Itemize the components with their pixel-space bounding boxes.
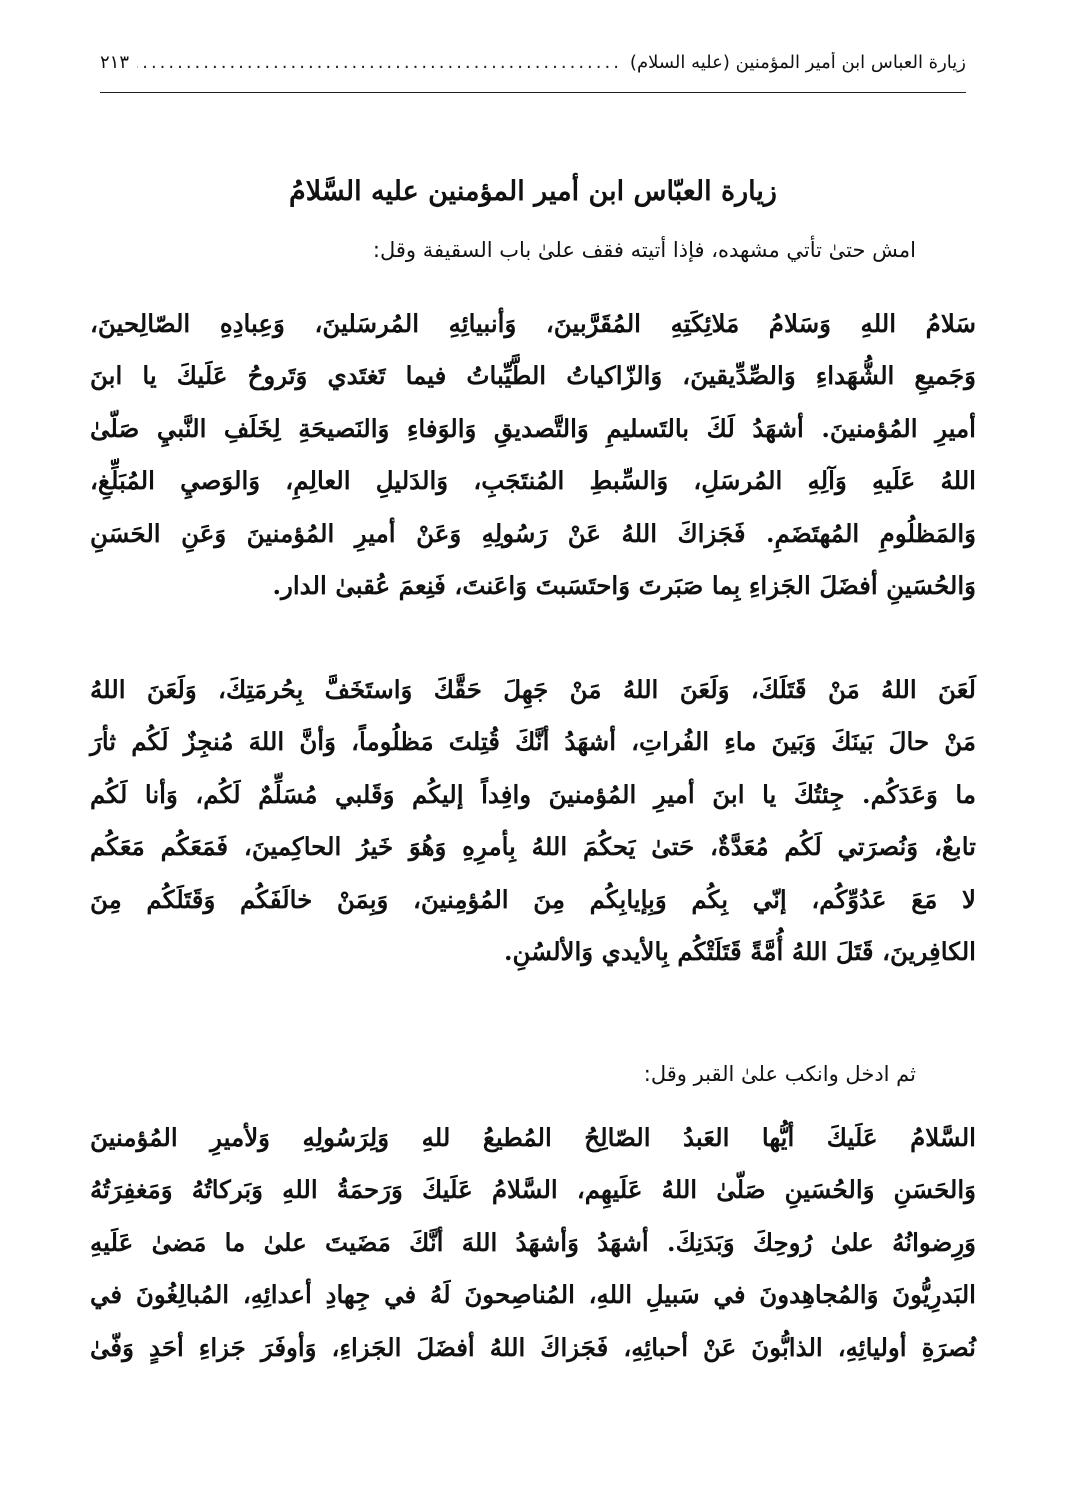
paragraph-salutation bbox=[90, 298, 976, 612]
text-line: الكافِرينَ، قَتَلَ اللهُ أُمَّةً قَتَلَتْكُم بِالأيدي وَالألسُنِ. bbox=[504, 936, 976, 966]
text-line: وَالحُسَينِ أفضَلَ الجَزاءِ بِما صَبَرتَ وَاحتَسَبتَ وَاعَنتَ، فَنِعمَ عُقبىٰ الدار. bbox=[272, 570, 976, 600]
header-rule bbox=[100, 92, 966, 93]
text-line: لَعَنَ اللهُ مَنْ قَتَلَكَ، وَلَعَنَ اللهُ مَنْ جَهِلَ حَقَّكَ وَاستَخَفَّ بِحُرمَتِكَ، وَلَعَنَ اللهُ bbox=[90, 675, 976, 704]
instruction-enter: ثم ادخل وانكب علىٰ القبر وقل: bbox=[643, 1062, 916, 1086]
leader-dots bbox=[137, 52, 622, 73]
text-line: وَرِضوانُهُ علىٰ رُوحِكَ وَبَدَنِكَ. أشهَدُ وَأشهَدُ اللهَ أنَّكَ مَضَيتَ علىٰ ما مَضىٰ عَلَيهِ bbox=[90, 1227, 976, 1257]
text-line: تابعٌ، وَنُصرَتي لَكُم مُعَدَّةٌ، حَتىٰ يَحكُمَ اللهُ بِأمرِهِ وَهُوَ خَيرُ الحاكِمينَ، فَمَعَكُم مَعَكُم bbox=[90, 832, 976, 862]
running-title: زيارة العباس ابن أمير المؤمنين (عليه السلام) bbox=[629, 52, 966, 73]
text-line: مَنْ حالَ بَينَكَ وَبَينَ ماءِ الفُراتِ، أشهَدُ أنَّكَ قُتِلتَ مَظلُوماً، وَأنَّ اللهَ مُنجِزٌ لَكُم ثأرَ bbox=[90, 727, 976, 757]
text-line: ما وَعَدَكُم. جِئتُكَ يا ابنَ أميرِ المُؤمنينَ وافِداً إليكُم وَقَلبي مُسَلِّمٌ لَكُم، وَأنا لَكُم bbox=[90, 779, 976, 809]
text-line: اللهُ عَلَيهِ وَآلِهِ المُرسَلِ، وَالسِّبطِ المُنتَجَبِ، وَالدَليلِ العالِمِ، وَالوَصيِ المُبَلِّغِ، bbox=[90, 466, 976, 496]
text-line: نُصرَةِ أوليائِهِ، الذابُّونَ عَنْ أحبائِهِ، فَجَزاكَ اللهُ أفضَلَ الجَزاءِ، وَأوفَرَ جَزاءِ أحَدٍ وَفّىٰ bbox=[90, 1332, 976, 1362]
page-title: زيارة العبّاس ابن أمير المؤمنين عليه السَّلامُ bbox=[289, 176, 777, 207]
paragraph-greeting bbox=[90, 1112, 976, 1374]
text-line: لا مَعَ عَدُوِّكُم، إنّي بِكُم وَبِإيابِكُم مِنَ المُؤمِنينَ، وَبِمَنْ خالَفَكُم وَقَتَلَكُم مِنَ bbox=[90, 884, 976, 914]
text-line: أميرِ المُؤمنينَ. أشهَدُ لَكَ بالتَسليمِ وَالتَّصديقِ وَالوَفاءِ وَالنَصيحَةِ لِخَلَفِ النَّبيِ صَلّىٰ bbox=[90, 413, 976, 443]
text-line: البَدرِيُّونَ وَالمُجاهِدونَ في سَبيلِ اللهِ، المُناصِحونَ لَهُ في جِهادِ أعدائِهِ، المُبالِغُونَ في bbox=[90, 1280, 976, 1310]
text-line: وَالمَظلُومِ المُهتَضَمِ. فَجَزاكَ اللهُ عَنْ رَسُولِهِ وَعَنْ أميرِ المُؤمنينَ وَعَنِ الحَسَنِ bbox=[90, 518, 976, 548]
text-line: سَلامُ اللهِ وَسَلامُ مَلائِكَتِهِ المُقَرَّبينَ، وَأنبيائِهِ المُرسَلينَ، وَعِبادِهِ الصّالِحينَ، bbox=[90, 309, 976, 338]
text-line: وَجَميعِ الشُّهَداءِ وَالصِّدِّيقينَ، وَالزّاكياتُ الطَّيِّباتُ فيما تَغتَدي وَتَروحُ عَلَيكَ يا ابنَ bbox=[90, 361, 976, 391]
paragraph-imprecation bbox=[90, 664, 976, 978]
page-number: ٢١٣ bbox=[100, 52, 130, 73]
text-line: السَّلامُ عَلَيكَ أيُّها العَبدُ الصّالِحُ المُطيعُ للهِ وَلِرَسُولِهِ وَلأميرِ المُؤمنينَ bbox=[90, 1123, 976, 1152]
running-header bbox=[100, 52, 966, 86]
text-line: وَالحَسَنِ وَالحُسَينِ صَلّىٰ اللهُ عَلَيهِم، السَّلامُ عَلَيكَ وَرَحمَةُ اللهِ وَبَركاتُهُ وَمَغفِرَتُهُ bbox=[90, 1175, 976, 1205]
instruction-intro: امش حتىٰ تأتي مشهده، فإذا أتيته فقف علىٰ باب السقيفة وقل: bbox=[372, 238, 916, 262]
